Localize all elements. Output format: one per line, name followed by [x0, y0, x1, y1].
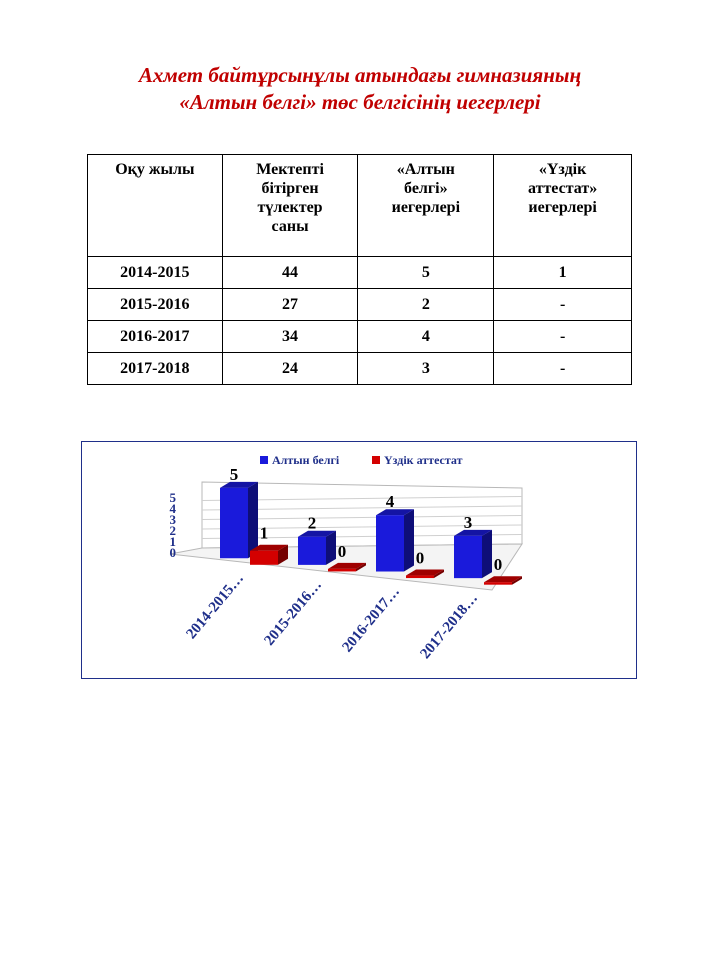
bar — [328, 569, 356, 572]
cell-graduates: 34 — [222, 321, 358, 353]
x-tick-label: 2014-2015… — [183, 570, 248, 643]
x-tick-label: 2017-2018… — [417, 590, 482, 663]
x-tick-label: 2016-2017… — [339, 583, 404, 656]
bar — [406, 576, 434, 579]
chart-frame — [81, 441, 637, 679]
results-table — [87, 154, 632, 385]
y-tick-label: 2 — [169, 523, 176, 538]
cell-year: 2015-2016 — [88, 289, 223, 321]
y-tick-label: 3 — [169, 512, 176, 527]
bar — [220, 488, 248, 558]
header-graduates: Мектепті бітірген түлектер саны — [222, 155, 358, 257]
bar-side — [482, 530, 492, 578]
bar-side — [248, 482, 258, 558]
data-label: 0 — [493, 555, 503, 575]
bar-side — [326, 531, 336, 565]
table-row — [88, 321, 632, 353]
cell-excellent: 1 — [494, 257, 632, 289]
data-label: 0 — [337, 541, 347, 561]
cell-gold: 2 — [358, 289, 494, 321]
legend-label: Үздік аттестат — [384, 453, 463, 467]
bar — [484, 582, 512, 585]
data-label: 0 — [415, 548, 425, 568]
cell-year: 2016-2017 — [88, 321, 223, 353]
y-tick-label: 5 — [169, 490, 176, 505]
table-row — [88, 257, 632, 289]
header-gold: «Алтын белгі» иегерлері — [358, 155, 494, 257]
y-tick-label: 0 — [169, 545, 176, 560]
cell-graduates: 27 — [222, 289, 358, 321]
bar-chart — [82, 442, 636, 678]
data-label: 2 — [307, 513, 317, 533]
table-header-row — [88, 155, 632, 257]
title-line-1: Ахмет байтұрсынұлы атындағы гимназияның — [138, 63, 582, 87]
bar-side — [404, 509, 414, 571]
cell-graduates: 44 — [222, 257, 358, 289]
data-label: 1 — [259, 523, 269, 543]
page-title — [0, 62, 720, 116]
y-tick-label: 4 — [169, 501, 176, 516]
cell-excellent: - — [494, 289, 632, 321]
data-label: 4 — [385, 492, 395, 512]
cell-graduates: 24 — [222, 353, 358, 385]
cell-excellent: - — [494, 353, 632, 385]
cell-gold: 3 — [358, 353, 494, 385]
x-tick-label: 2015-2016… — [261, 577, 326, 649]
bar — [454, 536, 482, 578]
bar — [298, 537, 326, 565]
header-year: Оқу жылы — [88, 155, 223, 257]
cell-year: 2014-2015 — [88, 257, 223, 289]
header-excellent: «Үздік аттестат» иегерлері — [494, 155, 632, 257]
table-row — [88, 289, 632, 321]
legend-label: Алтын белгі — [272, 453, 340, 467]
legend-swatch — [372, 456, 380, 464]
data-label: 3 — [463, 512, 473, 532]
cell-gold: 4 — [358, 321, 494, 353]
cell-year: 2017-2018 — [88, 353, 223, 385]
title-line-2: «Алтын белгі» төс белгісінің иегерлері — [179, 90, 541, 114]
cell-excellent: - — [494, 321, 632, 353]
cell-gold: 5 — [358, 257, 494, 289]
legend-swatch — [260, 456, 268, 464]
y-tick-label: 1 — [169, 534, 176, 549]
data-label: 5 — [229, 464, 239, 484]
bar — [376, 515, 404, 571]
bar — [250, 551, 278, 565]
table-row — [88, 353, 632, 385]
